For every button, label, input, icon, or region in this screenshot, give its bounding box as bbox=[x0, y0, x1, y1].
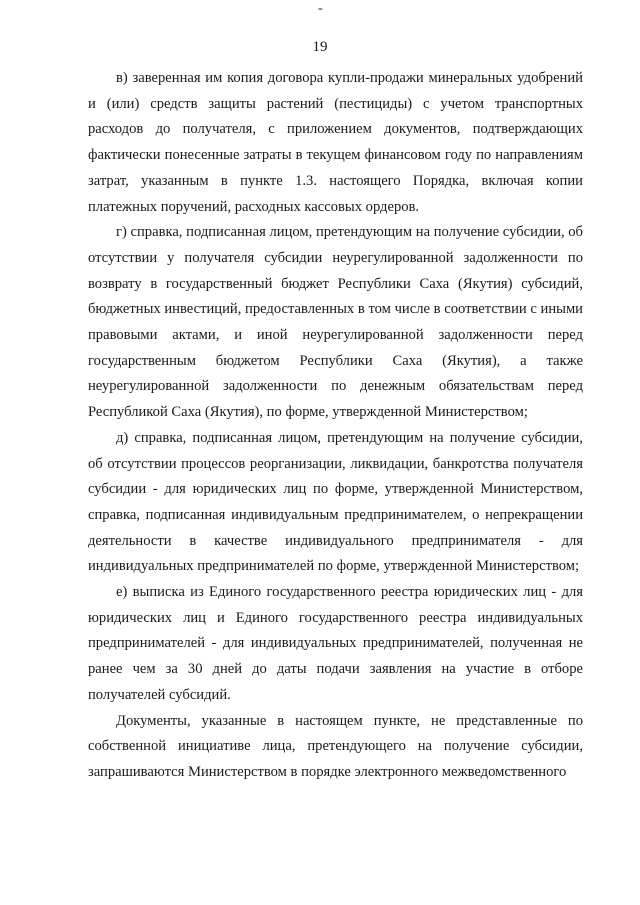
document-body bbox=[88, 66, 583, 786]
paragraph-g: г) справка, подписанная лицом, претендующим на получение субсидии, об отсутствии у получателя субсидии неурегулированной задолженности по возврату в государственный бюджет Республики Саха (Якутия) субсидий, бюджетных инвестиций, предоставленных в том числе в соответствии с иными правовыми актами, и иной неурегулированной задолженности перед государственным бюджетом Республики Саха (Якутия), а также неурегулированной задолженности по денежным обязательствам перед Республикой Саха (Якутия), по форме, утвержденной Министерством; bbox=[88, 224, 583, 421]
paragraph-e: е) выписка из Единого государственного реестра юридических лиц - для юридических лиц и Единого государственного реестра индивидуальных предпринимателей - для индивидуальных предпринимателей, полученная не ранее чем за 30 дней до даты подачи заявления на участие в отборе получателей субсидий. bbox=[88, 584, 583, 703]
paragraph-d: д) справка, подписанная лицом, претендующим на получение субсидии, об отсутствии процессов реорганизации, ликвидации, банкротства получателя субсидии - для юридических лиц по форме, утвержденной Министерством, справка, подписанная индивидуальным предпринимателем, о непрекращении деятельности в качестве индивидуального предпринимателя - для индивидуальных предпринимателей по форме, утвержденной Министерством; bbox=[88, 429, 583, 575]
page-top-mark: - bbox=[318, 1, 323, 16]
page-number: 19 bbox=[312, 39, 328, 55]
paragraph-documents: Документы, указанные в настоящем пункте, не представленные по собственной инициативе лица, претендующего на получение субсидии, запрашиваются Министерством в порядке электронного межведомственного bbox=[88, 712, 583, 780]
paragraph-v: в) заверенная им копия договора купли-продажи минеральных удобрений и (или) средств защиты растений (пестициды) с учетом транспортных расходов до получателя, с приложением документов, подтверждающих фактически понесенные затраты в текущем финансовом году по направлениям затрат, указанным в пункте 1.3. настоящего Порядка, включая копии платежных поручений, расходных кассовых ордеров. bbox=[88, 70, 583, 215]
